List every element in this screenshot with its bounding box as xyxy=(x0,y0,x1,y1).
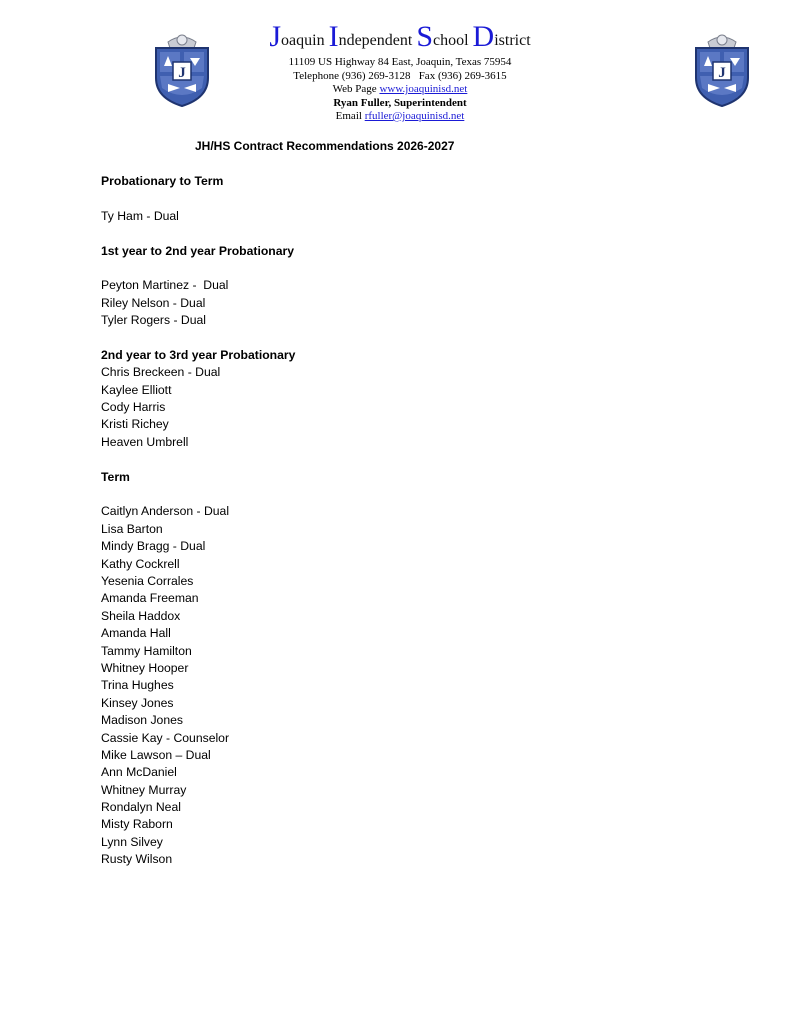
list-item: Peyton Martinez - Dual xyxy=(101,278,229,293)
list-item: Chris Breckeen - Dual xyxy=(101,365,221,380)
recommendations-list xyxy=(101,173,295,869)
email-link[interactable]: rfuller@joaquinisd.net xyxy=(364,110,465,122)
superintendent: Ryan Fuller, Superintendent xyxy=(333,96,467,109)
list-item: Yesenia Corrales xyxy=(101,573,194,588)
district-phone-fax: Telephone (936) 269-3128 Fax (936) 269-3615 xyxy=(293,69,507,82)
list-item: Kristi Richey xyxy=(101,417,169,432)
list-item: Tyler Rogers - Dual xyxy=(101,313,206,328)
list-item: Amanda Freeman xyxy=(101,591,199,606)
list-item: Tammy Hamilton xyxy=(101,643,192,658)
list-item: Kinsey Jones xyxy=(101,695,174,710)
section-heading: Term xyxy=(101,469,130,484)
crest-letter: J xyxy=(178,65,186,81)
list-item: Ann McDaniel xyxy=(101,765,177,780)
list-item: Cassie Kay - Counselor xyxy=(101,730,230,745)
list-item: Whitney Murray xyxy=(101,782,187,797)
list-item: Mike Lawson – Dual xyxy=(101,747,211,762)
list-item: Amanda Hall xyxy=(101,626,171,641)
district-email: Email rfuller@joaquinisd.net xyxy=(335,110,465,122)
list-item: Lynn Silvey xyxy=(101,834,163,849)
document-title: JH/HS Contract Recommendations 2026-2027 xyxy=(195,139,455,153)
list-item: Heaven Umbrell xyxy=(101,434,189,449)
list-item: Riley Nelson - Dual xyxy=(101,295,206,310)
district-address: 11109 US Highway 84 East, Joaquin, Texas 75954 xyxy=(288,56,512,68)
district-name: Joaquin Independent School District xyxy=(269,20,531,53)
list-item: Trina Hughes xyxy=(101,678,174,693)
list-item: Cody Harris xyxy=(101,400,166,415)
list-item: Whitney Hooper xyxy=(101,660,189,675)
list-item: Lisa Barton xyxy=(101,521,163,536)
list-item: Caitlyn Anderson - Dual xyxy=(101,504,230,519)
list-item: Kaylee Elliott xyxy=(101,382,172,397)
list-item: Rondalyn Neal xyxy=(101,800,181,815)
district-crest-right xyxy=(690,32,754,108)
list-item: Misty Raborn xyxy=(101,817,173,832)
section-heading: 2nd year to 3rd year Probationary xyxy=(101,347,296,362)
crest-letter: J xyxy=(718,65,726,81)
list-item: Ty Ham - Dual xyxy=(101,208,179,223)
list-item: Mindy Bragg - Dual xyxy=(101,539,206,554)
section-heading: Probationary to Term xyxy=(101,174,224,188)
list-item: Kathy Cockrell xyxy=(101,556,180,571)
letterhead xyxy=(250,22,550,124)
web-page-link[interactable]: www.joaquinisd.net xyxy=(379,83,468,95)
list-item: Rusty Wilson xyxy=(101,852,173,867)
district-crest-left xyxy=(150,32,214,108)
district-web: Web Page www.joaquinisd.net xyxy=(332,83,468,95)
list-item: Sheila Haddox xyxy=(101,608,181,623)
list-item: Madison Jones xyxy=(101,713,183,728)
section-heading: 1st year to 2nd year Probationary xyxy=(101,243,295,258)
